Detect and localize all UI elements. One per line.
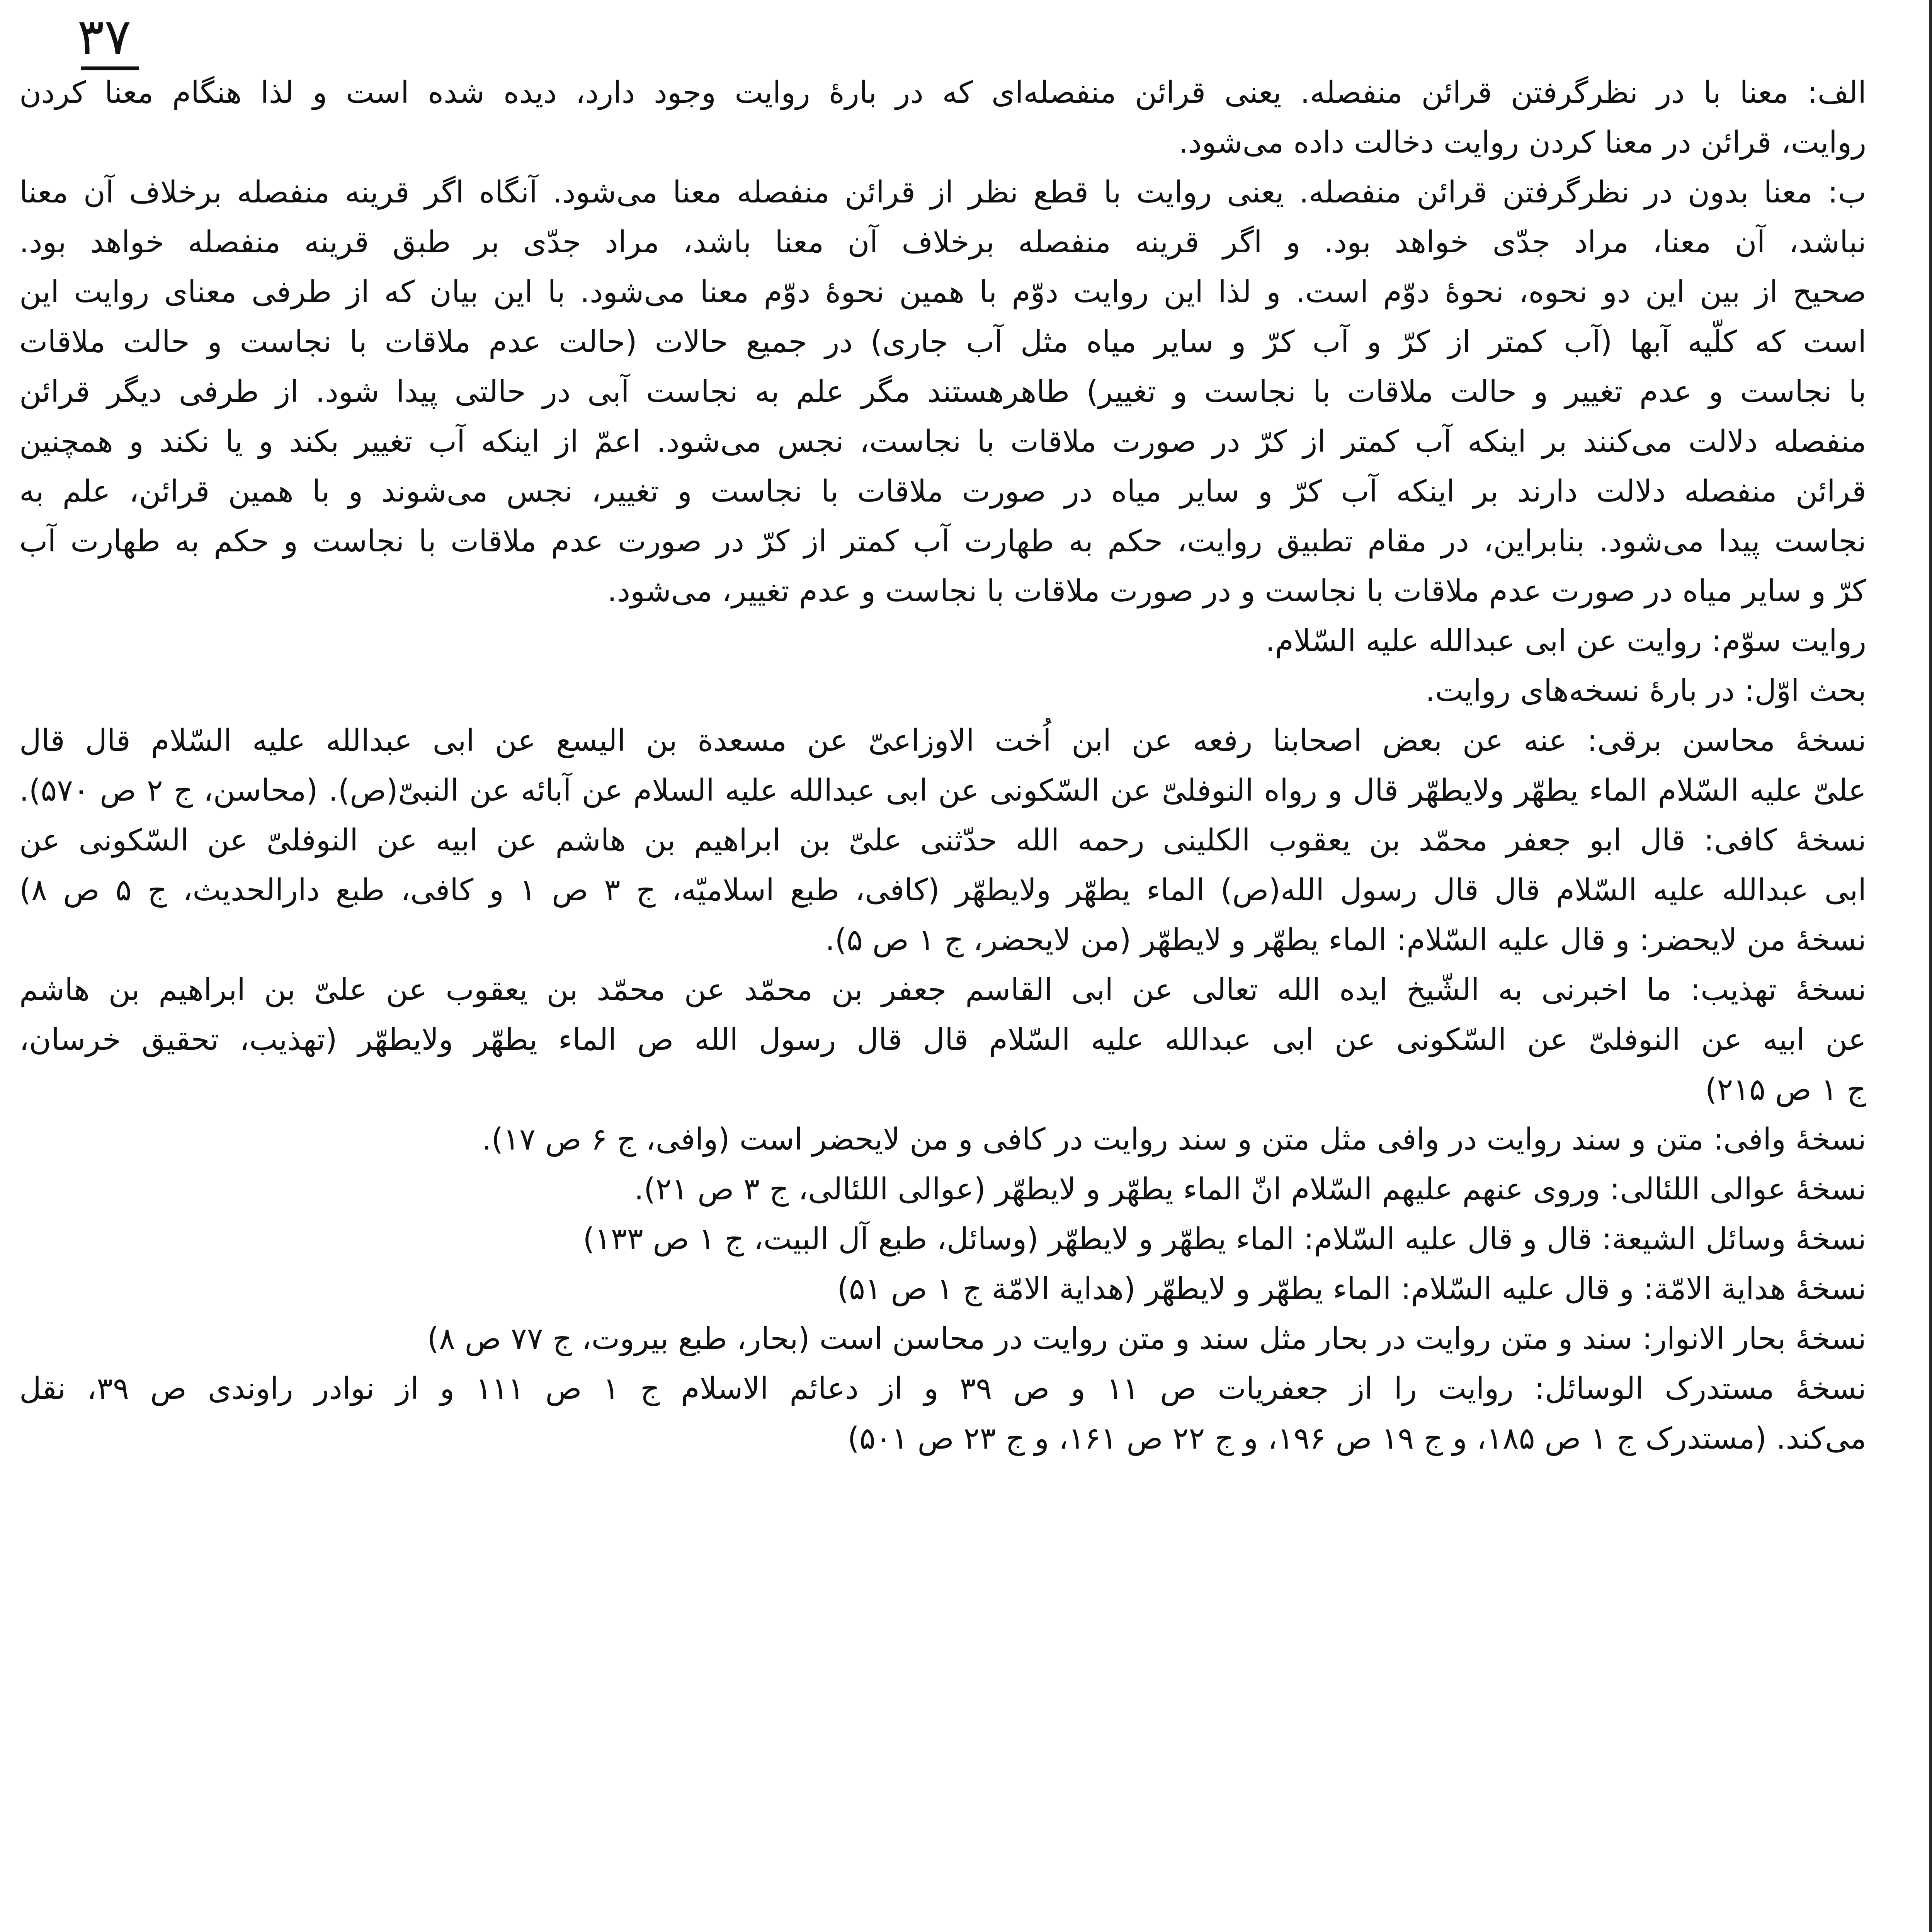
body-text — [19, 73, 1866, 1469]
text-line: روایت، قرائن در معنا کردن روایت دخالت داده می‌شود. — [1179, 125, 1866, 160]
text-line: ج ۱ ص ۲۱۵) — [1705, 1072, 1866, 1107]
text-line: است که کلّیه آبها (آب کمتر از کرّ و آب کرّ و سایر میاه مثل آب جاری) در جمیع حالات (حالت عدم ملاقات با نجاست و حالت ملاقات — [19, 325, 1866, 359]
text-line: نسخهٔ کافی: قال ابو جعفر محمّد بن یعقوب الکلینی رحمه الله حدّثنی علیّ بن ابراهیم بن هاشم عن ابیه عن النوفلیّ عن السّکونی عن — [19, 823, 1866, 858]
text-line: الف: معنا با در نظرگرفتن قرائن منفصله. یعنی قرائن منفصله‌ای که در بارهٔ روایت وجود دارد، دیده شده است و لذا هنگام معنا کردن — [19, 75, 1866, 110]
page-number-block — [77, 8, 139, 70]
text-line: نسخهٔ تهذیب: ما اخبرنی به الشّیخ ایده الله تعالی عن ابی القاسم جعفر بن محمّد عن محمّد بن یعقوب عن علیّ بن ابراهیم بن هاشم — [19, 973, 1866, 1007]
text-line: منفصله دلالت می‌کنند بر اینکه آب کمتر از کرّ در صورت ملاقات با نجاست، نجس می‌شود. اعمّ از اینکه آب تغییر بکند و یا نکند و همچنین — [19, 424, 1866, 459]
text-line: نسخهٔ وافی: متن و سند روایت در وافی مثل متن و سند روایت در کافی و من لایحضر است (وافی، ج ۶ ص ۱۷). — [481, 1122, 1866, 1157]
text-line: نسخهٔ محاسن برقی: عنه عن بعض اصحابنا رفعه عن ابن اُخت الاوزاعیّ عن مسعدة بن الیسع عن ابی عبدالله علیه السّلام قال قال — [19, 723, 1866, 758]
page-number: ۳۷ — [77, 7, 131, 66]
text-line: نسخهٔ وسائل الشیعة: قال و قال علیه السّلام: الماء یطهّر و لایطهّر (وسائل، طبع آل البیت، ج ۱ ص ۱۳۳) — [583, 1222, 1866, 1257]
text-line: با نجاست و عدم تغییر و حالت ملاقات با نجاست و تغییر) طاهرهستند مگر علم به نجاست آبی در حالتی پیدا شود. از طرفی دیگر قرائن — [19, 374, 1866, 409]
text-line: ب: معنا بدون در نظرگرفتن قرائن منفصله. یعنی روایت با قطع نظر از قرائن منفصله معنا می‌شود. آنگاه اگر قرینه منفصله برخلاف آن معنا — [19, 175, 1866, 210]
text-line: نسخهٔ هدایة الامّة: و قال علیه السّلام: الماء یطهّر و لایطهّر (هدایة الامّة ج ۱ ص ۵۱) — [837, 1272, 1866, 1306]
text-line: می‌کند. (مستدرک ج ۱ ص ۱۸۵، و ج ۱۹ ص ۱۹۶، و ج ۲۲ ص ۱۶۱، و ج ۲۳ ص ۵۰۱) — [847, 1421, 1866, 1456]
text-line: علیّ علیه السّلام الماء یطهّر ولایطهّر قال و رواه النوفلیّ عن السّکونی عن ابی عبدالله علیه السلام عن آبائه عن النبیّ(ص). (محاسن، ج ۲ ص ۵۷۰). — [19, 773, 1866, 808]
text-line: نسخهٔ بحار الانوار: سند و متن روایت در بحار مثل سند و متن روایت در محاسن است (بحار، طبع بیروت، ج ۷۷ ص ۸) — [427, 1321, 1866, 1356]
section-heading-line: روایت سوّم: روایت عن ابی عبدالله علیه السّلام. — [1265, 624, 1866, 658]
page-number-underline — [81, 66, 139, 70]
scan-edge-border — [1929, 0, 1932, 1932]
text-line: نباشد، آن معنا، مراد جدّی خواهد بود. و اگر قرینه منفصله برخلاف آن معنا باشد، مراد جدّی بر طبق قرینه منفصله خواهد بود. — [19, 225, 1866, 260]
text-line: کرّ و سایر میاه در صورت عدم ملاقات با نجاست و در صورت ملاقات با نجاست و عدم تغییر، می‌شود. — [607, 574, 1866, 609]
text-line: نسخهٔ عوالی اللئالی: وروی عنهم علیهم السّلام انّ الماء یطهّر و لایطهّر (عوالی اللئالی، ج ۳ ص ۲۱). — [634, 1172, 1866, 1207]
text-line: قرائن منفصله دلالت دارند بر اینکه آب کرّ و سایر میاه در صورت ملاقات با نجاست و تغییر، نجس می‌شوند و با همین قرائن، علم به — [19, 474, 1866, 509]
text-line: صحیح از بین این دو نحوه، نحوهٔ دوّم است. و لذا این روایت دوّم با همین نحوهٔ دوّم معنا می‌شود. با این بیان که از طرفی معنای روایت این — [19, 275, 1866, 310]
subsection-heading-line: بحث اوّل: در بارهٔ نسخه‌های روایت. — [1425, 673, 1866, 708]
text-line: عن ابیه عن النوفلیّ عن السّکونی عن ابی عبدالله علیه السّلام قال قال رسول الله ص الماء یطهّر ولایطهّر (تهذیب، تحقیق خرسان، — [19, 1022, 1866, 1057]
text-line: نسخهٔ مستدرک الوسائل: روایت را از جعفریات ص ۱۱ و ص ۳۹ و از دعائم الاسلام ج ۱ ص ۱۱۱ و از نوادر راوندی ص ۳۹، نقل — [19, 1371, 1867, 1406]
text-line: نجاست پیدا می‌شود. بنابراین، در مقام تطبیق روایت، حکم به طهارت آب کمتر از کرّ در صورت عدم ملاقات با نجاست و حکم به طهارت آب — [19, 524, 1866, 559]
text-line: ابی عبدالله علیه السّلام قال قال رسول الله(ص) الماء یطهّر ولایطهّر (کافی، طبع اسلامیّه، ج ۳ ص ۱ و کافی، طبع دارالحدیث، ج ۵ ص ۸) — [19, 873, 1867, 908]
text-line: نسخهٔ من لایحضر: و قال علیه السّلام: الماء یطهّر و لایطهّر (من لایحضر، ج ۱ ص ۵). — [825, 923, 1866, 957]
